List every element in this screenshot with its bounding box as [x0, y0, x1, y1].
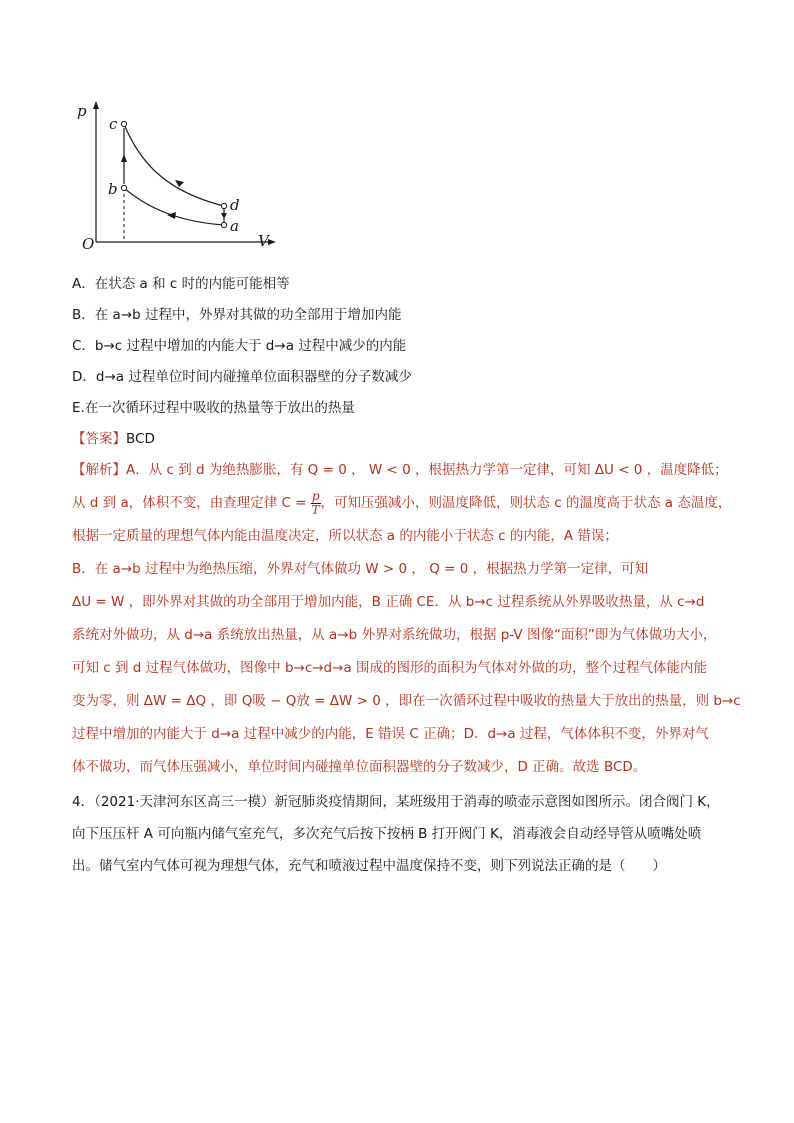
arrow-b-to-c: [121, 154, 127, 162]
question-4-line-3: 出。储气室内气体可视为理想气体，充气和喷液过程中温度保持不变，则下列说法正确的是（ ）: [72, 858, 666, 874]
analysis-line-10: 体不做功，而气体压强减小，单位时间内碰撞单位面积器壁的分子数减少，D 正确。故选 BCD。: [72, 759, 647, 775]
content: [72, 268, 741, 882]
arrow-c-to-d: [175, 180, 184, 187]
analysis-line-3: 根据一定质量的理想气体内能由温度决定，所以状态 a 的内能小于状态 c 的内能，A 错误；: [72, 528, 618, 544]
point-a: [221, 222, 226, 227]
analysis-line-7: 可知 c 到 d 过程气体做功，图像中 b→c→d→a 围成的图形的面积为气体对外做的功，整个过程气体能内能: [72, 660, 708, 676]
option-e: E.在一次循环过程中吸收的热量等于放出的热量: [72, 399, 355, 416]
label-c: c: [109, 115, 118, 133]
analysis-line-6: 系统对外做功，从 d→a 系统放出热量，从 a→b 外界对系统做功，根据 p-V 图像“面积”即为气体做功大小，: [72, 627, 717, 643]
curve-c-to-d: [124, 124, 224, 206]
axis-label-p: p: [77, 102, 87, 120]
question-4: [72, 786, 732, 882]
analysis-line-4: B．在 a→b 过程中为绝热压缩，外界对气体做功 W > 0 ， Q = 0 ，根据热力学第一定律，可知: [72, 561, 649, 577]
analysis-text-2b: ，可知压强减小，则温度降低，则状态 c 的温度高于状态 a 态温度，: [320, 495, 732, 511]
option-b: B．在 a→b 过程中，外界对其做的功全部用于增加内能: [72, 306, 402, 323]
analysis-line-2: [72, 487, 732, 520]
axis-label-v: V: [258, 232, 269, 250]
analysis-text-2a: 从 d 到 a，体积不变，由查理定律 C =: [72, 495, 311, 511]
option-d: D．d→a 过程单位时间内碰撞单位面积器壁的分子数减少: [72, 368, 412, 385]
label-b: b: [108, 180, 118, 198]
pv-diagram: [72, 98, 282, 258]
question-4-line-1: 4．（2021·天津河东区高三一模）新冠肺炎疫情期间，某班级用于消毒的喷壶示意图如图所示。闭合阀门 K，: [72, 794, 720, 810]
answer-line: [72, 423, 732, 454]
fraction-denominator: T: [311, 502, 320, 517]
y-axis-arrow: [93, 101, 99, 109]
answer-value: BCD: [126, 430, 155, 447]
question-4-line-2: 向下压压杆 A 可向瓶内储气室充气，多次充气后按下按柄 B 打开阀门 K，消毒液会自动经导管从喷嘴处喷: [72, 826, 702, 842]
label-a: a: [230, 217, 239, 235]
label-d: d: [230, 196, 240, 214]
analysis-line-5: ΔU = W ，即外界对其做的功全部用于增加内能，B 正确 CE．从 b→c 过程系统从外界吸收热量，从 c→d: [72, 594, 705, 610]
analysis-label: 【解析】: [72, 462, 126, 478]
x-axis-arrow: [268, 239, 276, 245]
fraction-p-over-t: [311, 490, 321, 517]
analysis-text-1: A．从 c 到 d 为绝热膨胀，有 Q = 0 ， W < 0 ，根据热力学第一定律，可知 ΔU < 0 ，温度降低；: [126, 462, 728, 478]
option-c: C．b→c 过程中增加的内能大于 d→a 过程中减少的内能: [72, 337, 407, 354]
analysis-line-9: 过程中增加的内能大于 d→a 过程中减少的内能，E 错误 C 正确；D．d→a 过程，气体体积不变，外界对气: [72, 726, 709, 742]
analysis-line-8: 变为零，则 ΔW = ΔQ ，即 Q吸 − Q放 = ΔW > 0 ，即在一次循环过程中吸收的热量大于放出的热量，则 b→c: [72, 693, 741, 709]
analysis-line-1: [72, 454, 732, 487]
point-b: [121, 185, 126, 190]
answer-label: 【答案】: [72, 430, 126, 447]
option-a: A．在状态 a 和 c 时的内能可能相等: [72, 275, 290, 292]
point-c: [121, 121, 126, 126]
fraction-numerator: p: [311, 488, 320, 503]
origin-label: O: [82, 235, 95, 253]
curve-a-to-b: [124, 188, 224, 225]
arrow-d-to-a: [221, 213, 227, 219]
analysis: [72, 454, 741, 784]
point-d: [221, 203, 226, 208]
